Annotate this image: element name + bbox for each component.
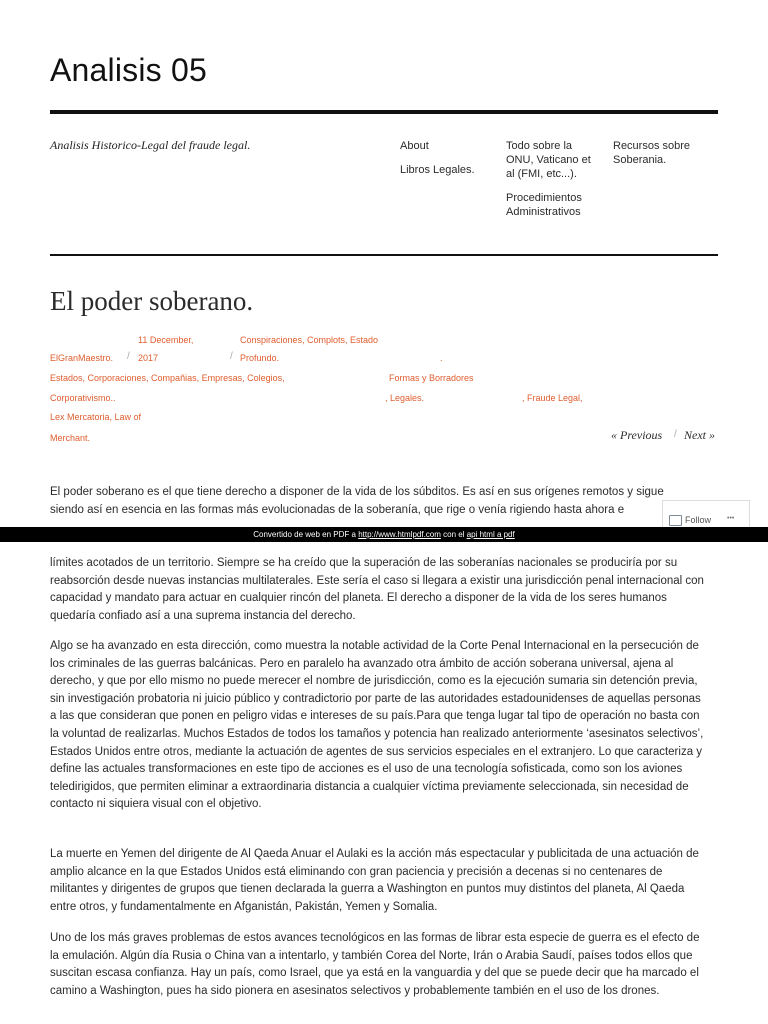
category-link[interactable]: Lex Mercatoria, Law of xyxy=(50,412,142,422)
paragraph-5: Uno de los más graves problemas de estos avances tecnológicos en las formas de librar esta especie de guerra es el efecto de la emulación. Algún día Rusia o China van a intentarlo, y también Corea del Norte, Irán o Arabia Saudí, países todos ellos que suscitan escasa confianza. Hay un país, como Israel, que ya está en la vanguardia y del que se puede decir que ha marcado el camino a Washington, pues ha sido pionera en asesinatos selectivos y probablemente también en el uso de los drones. xyxy=(50,932,700,997)
site-tagline: Analisis Historico-Legal del fraude legal. xyxy=(50,138,251,152)
site-title[interactable]: Analisis 05 xyxy=(50,52,207,88)
meta-dot: . xyxy=(440,353,443,363)
api-html-pdf-link[interactable]: api html a pdf xyxy=(466,530,515,539)
previous-post-link[interactable]: « Previous xyxy=(611,428,663,442)
more-icon[interactable]: ••• xyxy=(727,515,735,522)
post-date[interactable]: 11 December, xyxy=(138,335,194,345)
post-title: El poder soberano. xyxy=(50,286,254,316)
paragraph-4: La muerte en Yemen del dirigente de Al Qaeda Anuar el Aulaki es la acción más espectacular y publicitada de una actuación de amplio alcance en la que Estados Unidos está eliminando con gran paciencia y precisión a decenas si no centenares de militantes y dirigentes de grupos que tienen declarada la guerra a Washington en puntos muy distintos del planeta, Al Qaeda entre otros, y fundamentalmente en Afganistán, Pakistán, Yemen y Somalia. xyxy=(50,848,699,913)
category-link[interactable]: , Fraude Legal, xyxy=(522,393,583,403)
meta-separator: / xyxy=(230,351,233,362)
htmlpdf-link[interactable]: http://www.htmlpdf.com xyxy=(358,530,441,539)
next-post-link[interactable]: Next » xyxy=(684,428,715,442)
banner-text-middle: con el xyxy=(440,530,467,539)
category-link[interactable]: Corporativismo.. xyxy=(50,393,116,403)
category-link[interactable]: Merchant. xyxy=(50,433,91,443)
follow-label[interactable]: Follow xyxy=(685,515,712,525)
category-link[interactable]: Formas y Borradores xyxy=(389,373,474,383)
paragraph-1: El poder soberano es el que tiene derecho a disponer de la vida de los súbditos. Es así en sus orígenes remotos y sigue siendo así en esencia en las formas más evolucionadas de la soberanía, que rige o venía rigiendo hasta ahora e xyxy=(50,486,664,516)
post-nav-separator: / xyxy=(674,429,677,440)
category-link[interactable]: Estados, Corporaciones, Compañias, Empresas, Colegios, xyxy=(50,373,285,383)
category-link[interactable]: Conspiraciones, Complots, Estado xyxy=(240,335,379,345)
nav-item-onu[interactable]: Todo sobre la ONU, Vaticano et al (FMI, etc...). xyxy=(506,140,591,180)
nav-divider xyxy=(50,254,718,256)
category-link[interactable]: Profundo. xyxy=(240,353,280,363)
paragraph-2: límites acotados de un territorio. Siempre se ha creído que la superación de las soberanías nacionales se produciría por su reabsorción desde nuevas instancias multilaterales. Este sería el caso si llegara a existir una jurisdicción penal internacional con capacidad y mandato para actuar en cualquier rincón del planeta. El derecho a disponer de la vida de los seres humanos quedaría confiado así a una suprema instancia del derecho. xyxy=(50,557,704,622)
nav-item-recursos[interactable]: Recursos sobre Soberania. xyxy=(613,140,691,166)
header-divider xyxy=(50,110,718,114)
nav-item-about[interactable]: About xyxy=(400,140,429,152)
nav-item-libros-legales[interactable]: Libros Legales. xyxy=(400,164,475,176)
meta-separator: / xyxy=(127,351,130,362)
follow-icon xyxy=(669,515,682,526)
banner-text-prefix: Convertido de web en PDF a xyxy=(253,530,359,539)
pdf-converter-banner xyxy=(0,527,768,542)
nav-item-procedimientos[interactable]: Procedimientos Administrativos xyxy=(506,192,582,218)
post-date-year[interactable]: 2017 xyxy=(138,353,159,363)
post-author[interactable]: ElGranMaestro. xyxy=(50,353,114,363)
paragraph-3: Algo se ha avanzado en esta dirección, como muestra la notable actividad de la Corte Penal Internacional en la persecución de los criminales de las guerras balcánicas. Pero en paralelo ha avanzado otra ámbito de acción soberana universal, ajena al derecho, y que por ello mismo no puede merecer el nombre de jurisdicción, como es la ejecución sumaria sin detención previa, sin investigación probatoria ni juicio público y contradictorio por parte de las autoridades estadounidenses de aquellas personas a las que consideran que ponen en peligro vidas e intereses de su país.Para que tenga lugar tal tipo de operación no basta con la voluntad de realizarlas. Muchos Estados de todos los tamaños y potencia han realizado anteriormente ‘asesinatos selectivos’, Estados Unidos entre otros, mediante la actuación de agentes de sus servicios especiales en el extranjero. Lo que caracteriza y define las actuales transformaciones en este tipo de acciones es el uso de una tecnología sofisticada, como son los aviones teledirigidos, que permiten eliminar a extraordinaria distancia a cualquier víctima previamente seleccionada, sin necesidad de contacto ni siquiera visual con el objetivo. xyxy=(50,640,704,811)
category-link[interactable]: , Legales. xyxy=(385,393,425,403)
